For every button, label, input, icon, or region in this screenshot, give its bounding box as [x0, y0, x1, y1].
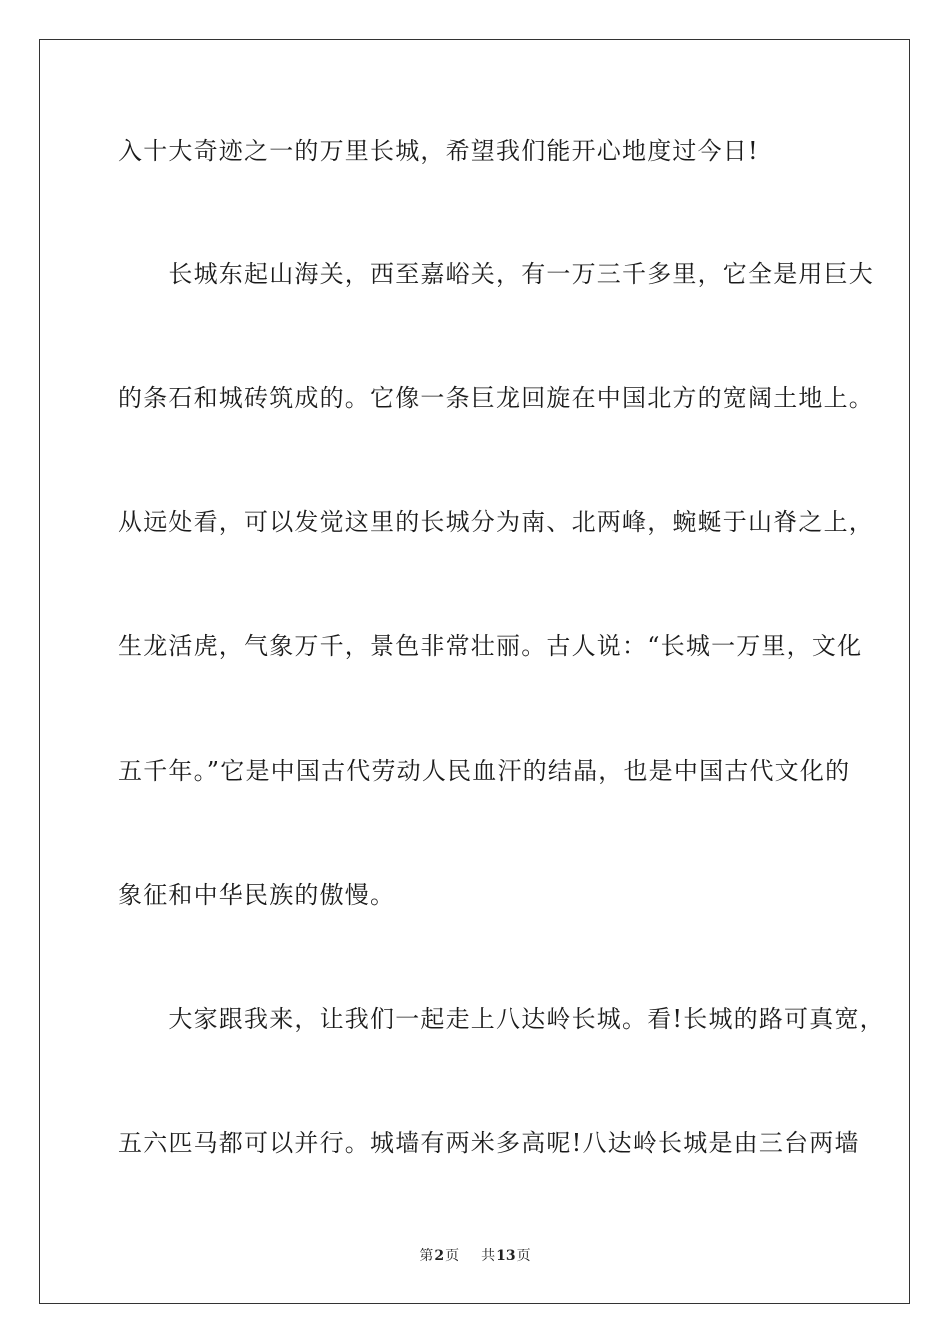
text-line-1: 入十大奇迹之一的万里长城，希望我们能开心地度过今日!	[118, 137, 759, 165]
page-suffix: 页	[445, 1248, 460, 1264]
page-number: 2	[434, 1248, 445, 1264]
page-prefix: 第	[419, 1248, 434, 1264]
page-number-label	[418, 1248, 460, 1264]
total-pages: 13	[496, 1248, 516, 1264]
text-line-8: 大家跟我来，让我们一起走上八达岭长城。看!长城的路可真宽，	[118, 1005, 885, 1033]
page-footer	[0, 1247, 950, 1265]
text-line-5: 生龙活虎，气象万千，景色非常壮丽。古人说：“长城一万里，文化	[118, 632, 863, 660]
text-line-2: 长城东起山海关，西至嘉峪关，有一万三千多里，它全是用巨大	[118, 260, 874, 288]
page-total-label	[480, 1248, 531, 1264]
page-frame	[39, 39, 910, 1304]
text-line-4: 从远处看，可以发觉这里的长城分为南、北两峰，蜿蜒于山脊之上，	[118, 508, 874, 536]
total-suffix: 页	[516, 1248, 531, 1264]
text-line-6: 五千年。”它是中国古代劳动人民血汗的结晶，也是中国古代文化的	[118, 757, 851, 785]
text-line-3: 的条石和城砖筑成的。它像一条巨龙回旋在中国北方的宽阔土地上。	[118, 384, 874, 412]
total-prefix: 共	[481, 1248, 496, 1264]
text-line-7: 象征和中华民族的傲慢。	[118, 881, 396, 909]
text-line-9: 五六匹马都可以并行。城墙有两米多高呢!八达岭长城是由三台两墙	[118, 1129, 860, 1157]
